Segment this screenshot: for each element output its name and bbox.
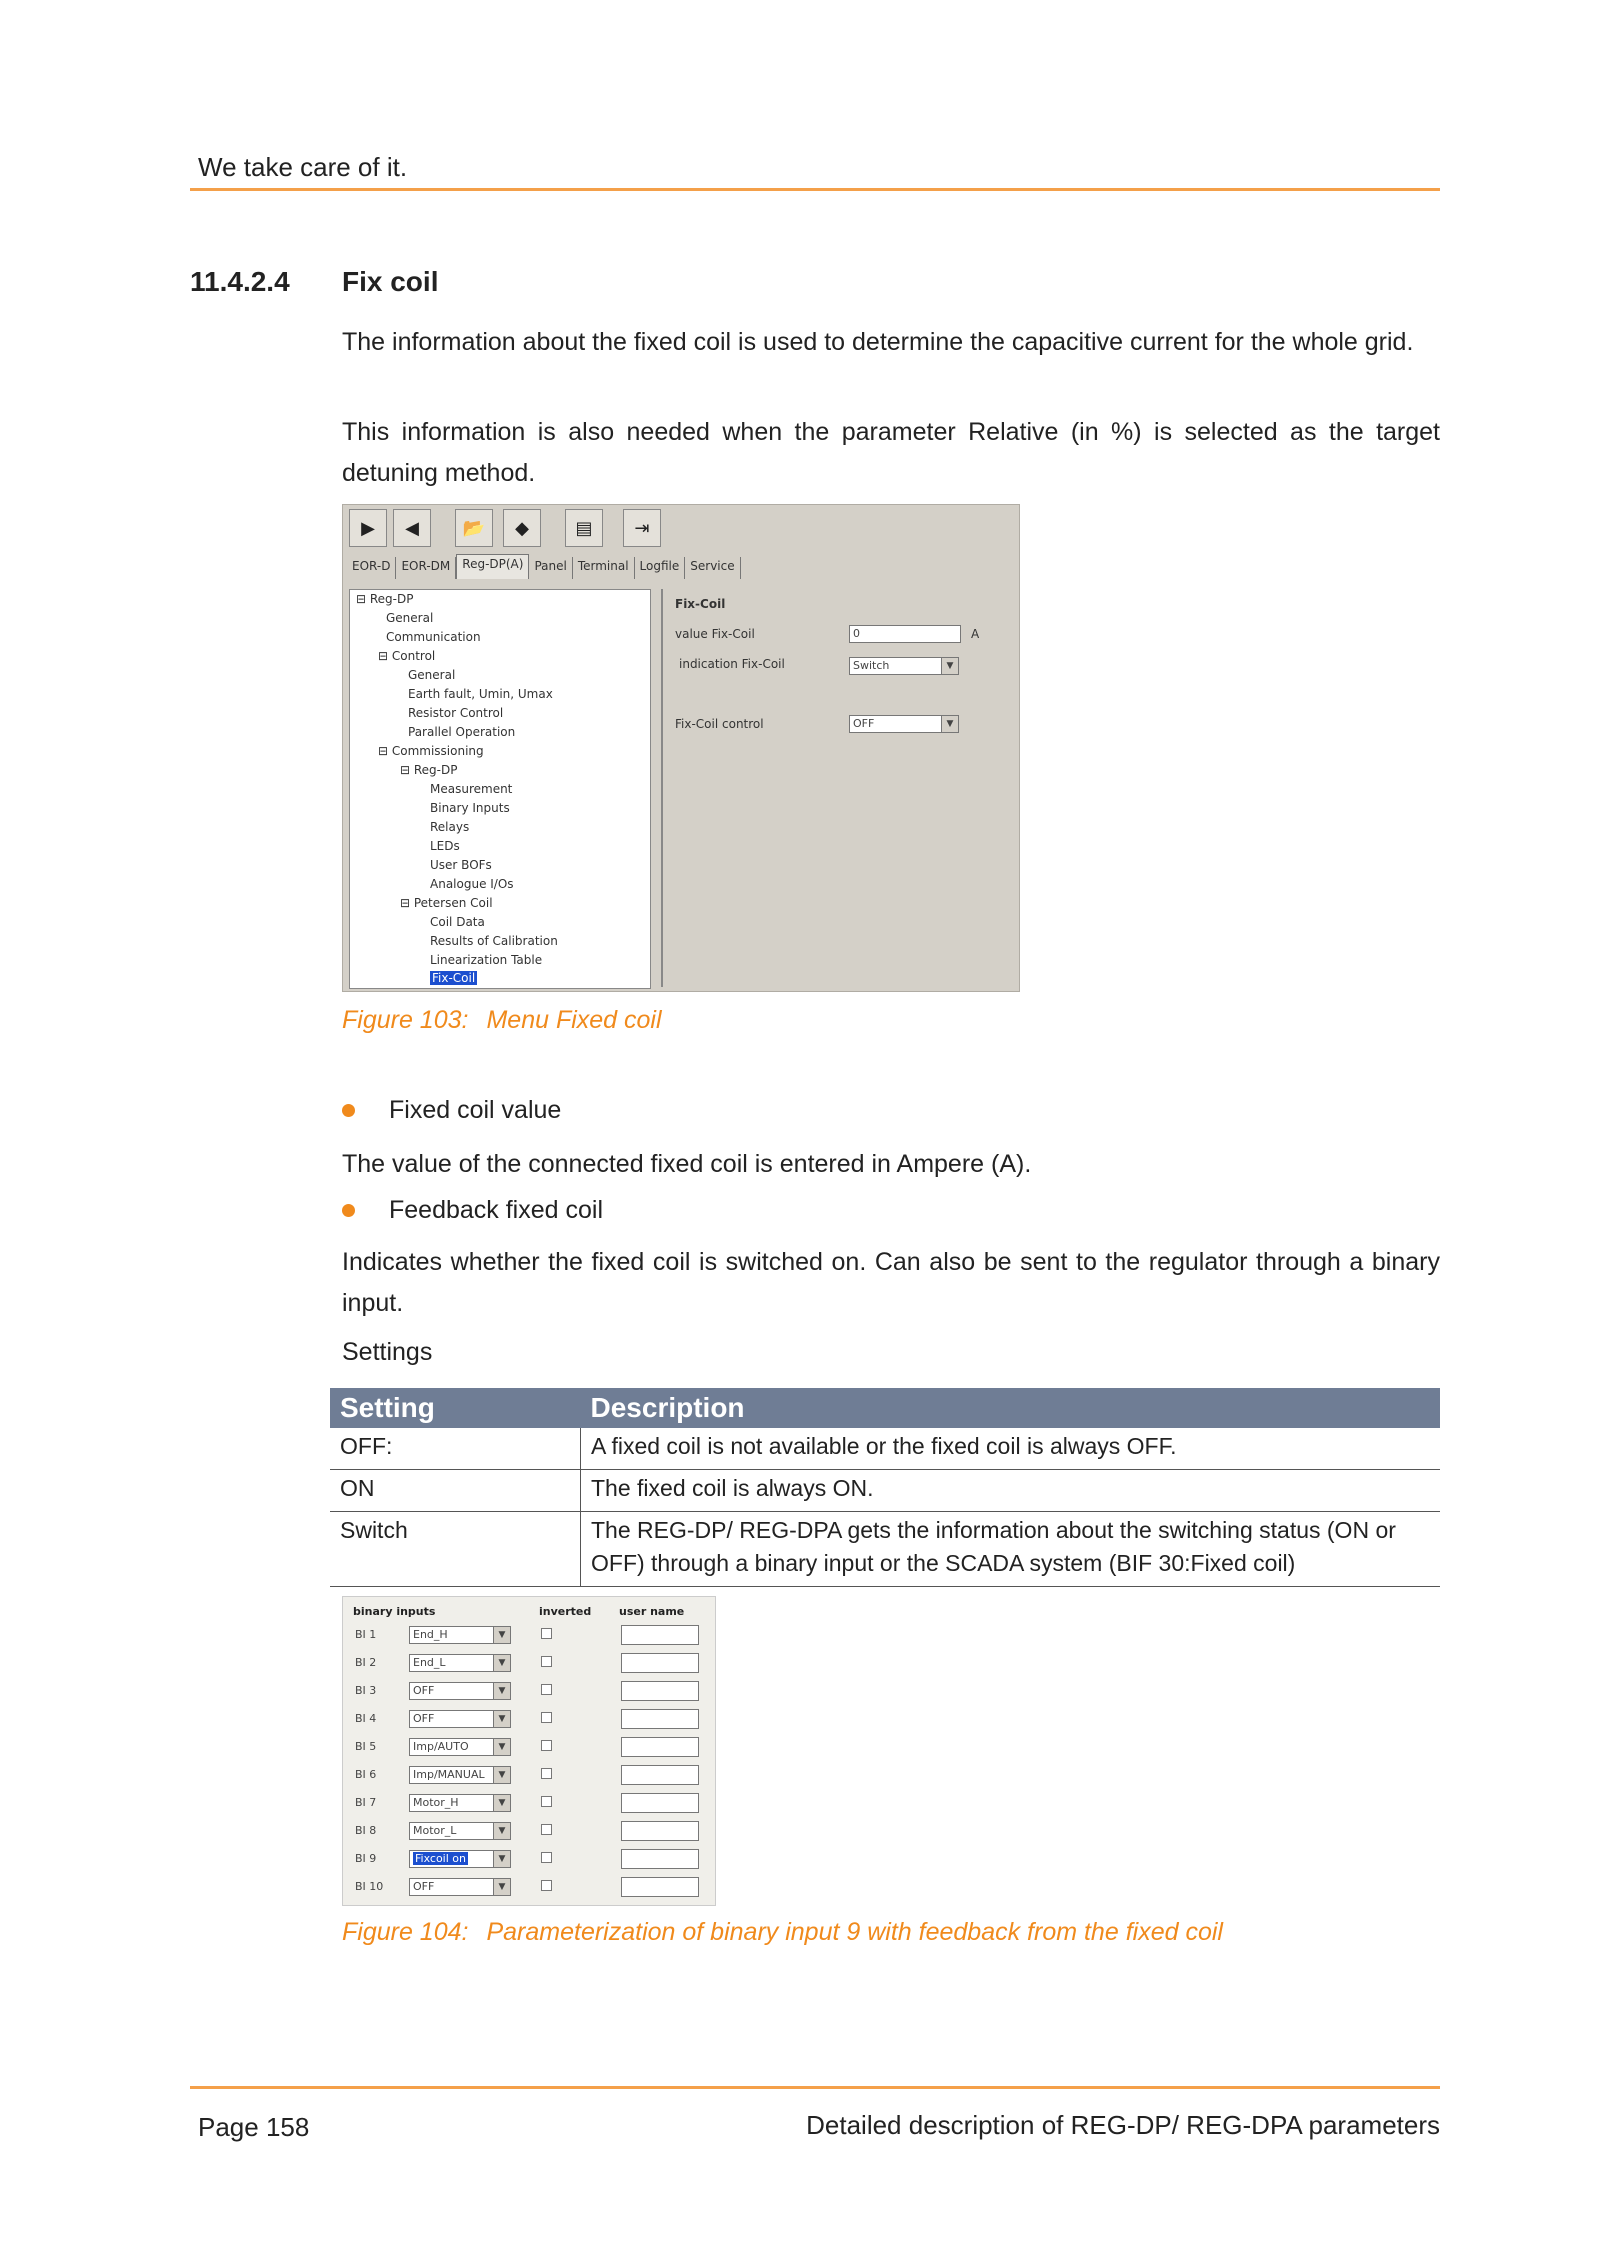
bi-select-value: End_L — [413, 1656, 446, 1669]
chevron-down-icon[interactable]: ▼ — [493, 1767, 510, 1783]
paragraph-value: The value of the connected fixed coil is entered in Ampere (A). — [342, 1150, 1032, 1178]
bi-select[interactable] — [409, 1738, 511, 1756]
user-name-input[interactable] — [621, 1681, 699, 1701]
bi-select[interactable] — [409, 1822, 511, 1840]
table-cell-description: A fixed coil is not available or the fixed coil is always OFF. — [581, 1428, 1441, 1470]
tree-item[interactable]: LEDs — [430, 839, 460, 853]
chevron-down-icon[interactable]: ▼ — [493, 1627, 510, 1643]
tree-item[interactable]: Measurement — [430, 782, 513, 796]
tab-terminal[interactable]: Terminal — [573, 557, 635, 579]
binary-input-row — [343, 1733, 715, 1760]
bi-select[interactable] — [409, 1878, 511, 1896]
bi-select[interactable] — [409, 1682, 511, 1700]
bi-label: BI 1 — [355, 1628, 377, 1641]
tree-item[interactable]: Resistor Control — [408, 706, 504, 720]
paragraph-feedback: Indicates whether the fixed coil is switched on. Can also be sent to the regulator through a binary input. — [342, 1248, 1440, 1317]
tree-item-fix-coil[interactable]: Fix-Coil — [432, 971, 476, 985]
tree-item[interactable]: Communication — [386, 630, 481, 644]
table-header-description: Description — [581, 1388, 1441, 1428]
table-cell-setting: Switch — [330, 1512, 581, 1587]
table-cell-setting: OFF: — [330, 1428, 581, 1470]
inverted-checkbox[interactable] — [541, 1740, 552, 1751]
binary-input-row — [343, 1845, 715, 1872]
print-icon[interactable]: ▤ — [565, 509, 603, 547]
control-select[interactable] — [849, 715, 959, 733]
bi-select[interactable] — [409, 1850, 511, 1868]
inverted-checkbox[interactable] — [541, 1684, 552, 1695]
chevron-down-icon[interactable]: ▼ — [493, 1851, 510, 1867]
bi-select[interactable] — [409, 1626, 511, 1644]
bi-select[interactable] — [409, 1654, 511, 1672]
settings-label: Settings — [342, 1338, 433, 1366]
caption-number: Figure 104: — [342, 1918, 469, 1946]
chevron-down-icon[interactable]: ▼ — [493, 1879, 510, 1895]
tree-item[interactable]: Analogue I/Os — [430, 877, 514, 891]
tree-item[interactable]: ⊟ Reg-DP — [400, 763, 458, 777]
table-cell-description: The fixed coil is always ON. — [581, 1470, 1441, 1512]
bi-label: BI 4 — [355, 1712, 377, 1725]
paragraph-1: The information about the fixed coil is used to determine the capacitive current for the whole grid. — [342, 328, 1414, 356]
table-cell-setting: ON — [330, 1470, 581, 1512]
bi-label: BI 10 — [355, 1880, 384, 1893]
user-name-input[interactable] — [621, 1877, 699, 1897]
bi-select[interactable] — [409, 1710, 511, 1728]
toolbar — [343, 505, 1019, 551]
tree-item[interactable]: Linearization Table — [430, 953, 543, 967]
bi-label: BI 9 — [355, 1852, 377, 1865]
section-title: Fix coil — [342, 266, 439, 297]
tree-item[interactable]: Earth fault, Umin, Umax — [408, 687, 553, 701]
table-row — [330, 1428, 1440, 1470]
tab-strip — [347, 557, 741, 579]
table-row — [330, 1512, 1440, 1587]
control-label: Fix-Coil control — [675, 717, 764, 731]
settings-table — [330, 1388, 1440, 1587]
tab-eor-d[interactable]: EOR-D — [347, 557, 396, 579]
inverted-checkbox[interactable] — [541, 1768, 552, 1779]
tree-item[interactable]: ⊟ Reg-DP — [356, 592, 414, 606]
send-icon[interactable]: ▶ — [349, 509, 387, 547]
binary-input-row — [343, 1817, 715, 1844]
control-select-value: OFF — [853, 717, 875, 730]
tab-eor-dm[interactable]: EOR-DM — [396, 557, 456, 579]
chevron-down-icon[interactable]: ▼ — [493, 1795, 510, 1811]
tree-item[interactable]: General — [408, 668, 456, 682]
binary-input-row — [343, 1621, 715, 1648]
inverted-checkbox[interactable] — [541, 1852, 552, 1863]
bi-select-value: OFF — [413, 1684, 435, 1697]
bullet-dot-icon — [342, 1204, 355, 1217]
bi-select[interactable] — [409, 1794, 511, 1812]
user-name-input[interactable] — [621, 1737, 699, 1757]
tree-item[interactable]: ⊟ Control — [378, 649, 436, 663]
bi-label: BI 5 — [355, 1740, 377, 1753]
bi-select-value: End_H — [413, 1628, 448, 1641]
binary-input-row — [343, 1761, 715, 1788]
bi-label: BI 8 — [355, 1824, 377, 1837]
tab-reg-dp[interactable]: Reg-DP(A) — [456, 554, 529, 579]
tree-item[interactable]: Coil Data — [430, 915, 485, 929]
chevron-down-icon[interactable]: ▼ — [493, 1655, 510, 1671]
bullet-feedback-fixed-coil — [342, 1196, 603, 1225]
bi-select-value: OFF — [413, 1880, 435, 1893]
tree-item[interactable]: User BOFs — [430, 858, 492, 872]
bi-label: BI 7 — [355, 1796, 377, 1809]
bi-label: BI 6 — [355, 1768, 377, 1781]
exit-icon[interactable]: ⇥ — [623, 509, 661, 547]
inverted-checkbox[interactable] — [541, 1796, 552, 1807]
receive-icon[interactable]: ◀ — [393, 509, 431, 547]
chevron-down-icon[interactable]: ▼ — [493, 1823, 510, 1839]
caption-number: Figure 103: — [342, 1006, 469, 1034]
bi-label: BI 3 — [355, 1684, 377, 1697]
tab-panel[interactable]: Panel — [529, 557, 572, 579]
user-name-input[interactable] — [621, 1849, 699, 1869]
inverted-checkbox[interactable] — [541, 1628, 552, 1639]
unit-label: A — [971, 627, 980, 641]
chevron-down-icon[interactable]: ▼ — [493, 1711, 510, 1727]
inverted-checkbox[interactable] — [541, 1824, 552, 1835]
value-label: value Fix-Coil — [675, 627, 755, 641]
tab-logfile[interactable]: Logfile — [635, 557, 686, 579]
panel-title: Fix-Coil — [675, 597, 726, 611]
caption-text: Parameterization of binary input 9 with feedback from the fixed coil — [486, 1918, 1223, 1946]
figure-104-caption — [342, 1918, 1223, 1947]
paragraph-2: This information is also needed when the parameter Relative (in %) is selected as the target detuning method. — [342, 418, 1440, 487]
user-name-input[interactable] — [621, 1765, 699, 1785]
binary-input-row — [343, 1705, 715, 1732]
bi-label: BI 2 — [355, 1656, 377, 1669]
tree-item[interactable]: ⊟ Commissioning — [378, 744, 484, 758]
header-tagline: We take care of it. — [198, 152, 408, 182]
section-number: 11.4.2.4 — [190, 266, 290, 297]
bullet-label: Fixed coil value — [389, 1096, 562, 1124]
user-name-input[interactable] — [621, 1653, 699, 1673]
chevron-down-icon[interactable]: ▼ — [941, 658, 958, 674]
tree-item[interactable]: Binary Inputs — [430, 801, 510, 815]
user-name-input[interactable] — [621, 1709, 699, 1729]
inverted-checkbox[interactable] — [541, 1880, 552, 1891]
open-folder-icon[interactable]: 📂 — [455, 509, 493, 547]
bi-select-value: Fixcoil on — [415, 1852, 466, 1865]
indication-select[interactable] — [849, 657, 959, 675]
tree-item[interactable]: General — [386, 611, 434, 625]
bullet-dot-icon — [342, 1104, 355, 1117]
figure-103-screenshot — [342, 504, 1020, 992]
bi-select-value: Motor_H — [413, 1796, 459, 1809]
user-name-input[interactable] — [621, 1821, 699, 1841]
column-inverted: inverted — [539, 1605, 592, 1618]
header-rule — [190, 188, 1440, 191]
footer-title: Detailed description of REG-DP/ REG-DPA parameters — [806, 2110, 1440, 2140]
tree-item[interactable]: Relays — [430, 820, 470, 834]
footer-rule — [190, 2086, 1440, 2089]
table-cell-description: The REG-DP/ REG-DPA gets the information about the switching status (ON or OFF) through a binary input or the SCADA system (BIF 30:Fixed coil) — [581, 1512, 1441, 1587]
binary-input-row — [343, 1789, 715, 1816]
tree-item[interactable]: Parallel Operation — [408, 725, 516, 739]
caption-text: Menu Fixed coil — [486, 1006, 662, 1034]
bullet-fixed-coil-value — [342, 1096, 561, 1125]
inverted-checkbox[interactable] — [541, 1712, 552, 1723]
column-binary-inputs: binary inputs — [353, 1605, 436, 1618]
column-user-name: user name — [619, 1605, 685, 1618]
user-name-input[interactable] — [621, 1625, 699, 1645]
indication-label: indication Fix-Coil — [679, 657, 785, 671]
navigation-tree — [349, 589, 651, 989]
figure-103-caption — [342, 1006, 662, 1035]
save-icon[interactable]: ◆ — [503, 509, 541, 547]
tab-service[interactable]: Service — [685, 557, 740, 579]
bi-select[interactable] — [409, 1766, 511, 1784]
chevron-down-icon[interactable]: ▼ — [493, 1683, 510, 1699]
indication-select-value: Switch — [853, 659, 890, 672]
bi-select-value: OFF — [413, 1712, 435, 1725]
bi-select-value: Motor_L — [413, 1824, 457, 1837]
table-header-setting: Setting — [330, 1388, 581, 1428]
chevron-down-icon[interactable]: ▼ — [941, 716, 958, 732]
binary-input-row — [343, 1649, 715, 1676]
bullet-label: Feedback fixed coil — [389, 1196, 604, 1224]
page-number: Page 158 — [198, 2112, 310, 2142]
fix-coil-panel — [661, 589, 1019, 987]
binary-input-row — [343, 1873, 715, 1900]
inverted-checkbox[interactable] — [541, 1656, 552, 1667]
chevron-down-icon[interactable]: ▼ — [493, 1739, 510, 1755]
tree-item[interactable]: Results of Calibration — [430, 934, 558, 948]
bi-select-value: Imp/MANUAL — [413, 1768, 485, 1781]
binary-input-row — [343, 1677, 715, 1704]
bi-select-value: Imp/AUTO — [413, 1740, 469, 1753]
value-input[interactable]: 0 — [849, 625, 961, 643]
figure-104-screenshot — [342, 1596, 716, 1906]
table-row — [330, 1470, 1440, 1512]
user-name-input[interactable] — [621, 1793, 699, 1813]
tree-item[interactable]: ⊟ Petersen Coil — [400, 896, 493, 910]
